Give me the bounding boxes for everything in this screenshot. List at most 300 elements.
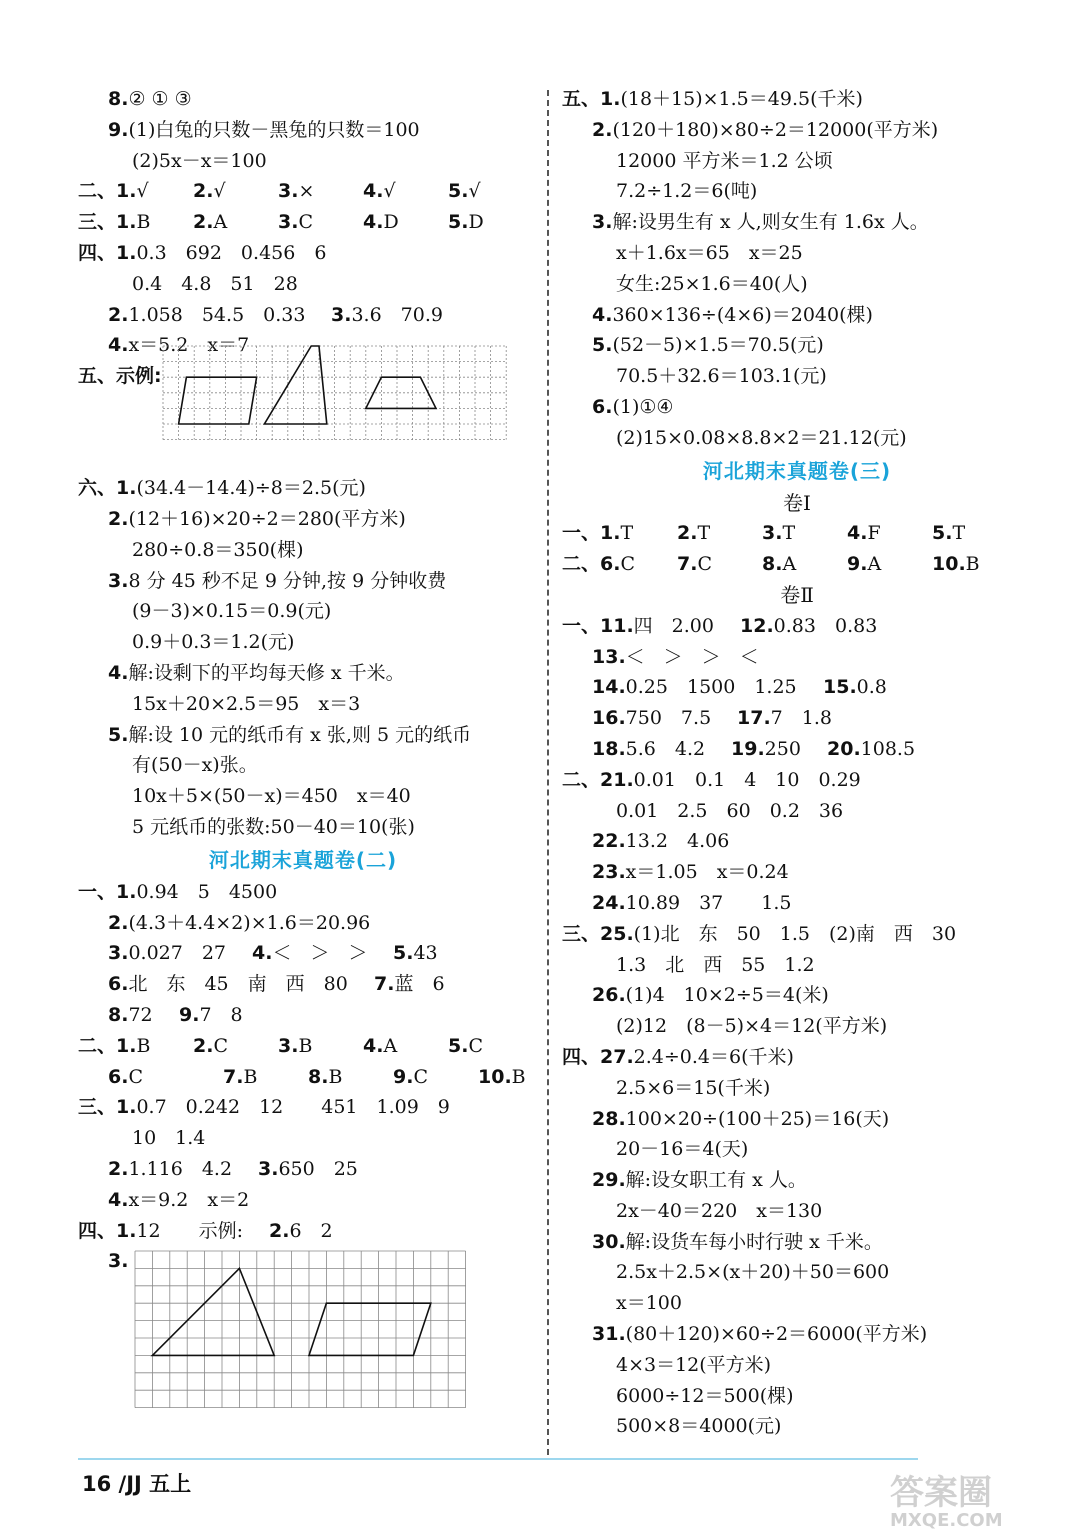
answer-text: T [620, 522, 634, 545]
answer-line [78, 812, 528, 843]
answer-item [252, 938, 367, 969]
answer-item [193, 176, 226, 207]
answer-item [363, 1031, 397, 1062]
answer-text: (12＋16)×20÷2＝280(平方米) [128, 507, 406, 530]
section-heading: 河北期末真题卷(二) [208, 847, 398, 872]
item-number: 8. [308, 1065, 329, 1088]
answer-line [78, 1246, 528, 1416]
answer-text: 4×3＝12(平方米) [616, 1353, 772, 1376]
answer-item [478, 1062, 526, 1093]
answer-text: B [511, 1065, 526, 1088]
answer-line [78, 207, 528, 238]
answer-line [562, 269, 1032, 300]
answer-text: √ [468, 180, 481, 203]
answer-line [78, 176, 528, 207]
item-number: 3. [762, 522, 783, 545]
answer-item [592, 857, 789, 888]
answer-item [592, 980, 829, 1011]
item-number: 2. [108, 303, 129, 326]
answer-item [592, 207, 929, 238]
answer-text: A [383, 1034, 398, 1057]
answer-line [78, 238, 528, 269]
answer-item [132, 596, 331, 627]
answer-item [847, 518, 881, 549]
answer-text: C [413, 1065, 428, 1088]
item-number: 二、6. [562, 553, 621, 576]
answer-text: C [298, 211, 313, 234]
item-number: 29. [592, 1169, 626, 1192]
answer-item [78, 1031, 150, 1062]
answer-item [762, 549, 796, 580]
answer-item [223, 1062, 257, 1093]
drawn-shape [309, 1303, 431, 1355]
answer-item [374, 969, 445, 1000]
answer-text: 12000 平方米＝1.2 公顷 [616, 149, 833, 172]
item-number: 7. [677, 553, 698, 576]
answer-item [278, 176, 314, 207]
answer-item [562, 1042, 794, 1073]
answer-item [132, 781, 411, 812]
answer-text: 10.89 37 1.5 [625, 891, 792, 914]
answer-text: 280÷0.8＝350(棵) [132, 538, 304, 561]
item-number: 24. [592, 891, 626, 914]
answer-line [562, 1134, 1032, 1165]
answer-line [562, 1350, 1032, 1381]
answer-text: 5 元纸币的张数:50－40＝10(张) [132, 815, 415, 838]
answer-text: (34.4－14.4)÷8＝2.5(元) [136, 477, 366, 500]
answer-item [737, 703, 832, 734]
answer-item [331, 300, 443, 331]
answer-text: 650 25 [278, 1157, 358, 1180]
answer-item [592, 330, 824, 361]
answer-item [108, 1185, 249, 1216]
item-number: 8. [762, 553, 783, 576]
answer-line [562, 919, 1032, 950]
answer-item [393, 1062, 428, 1093]
item-number: 六、1. [78, 477, 137, 500]
answer-item [78, 207, 150, 238]
answer-text: 7.2÷1.2＝6(吨) [616, 180, 758, 203]
answer-line [562, 549, 1032, 580]
answer-text: 解:设女职工有 x 人。 [625, 1169, 807, 1192]
answer-item [592, 1319, 927, 1350]
answer-item [616, 269, 808, 300]
answer-text: ② ① ③ [128, 88, 192, 110]
answer-text: 2.5×6＝15(千米) [616, 1076, 771, 1099]
answer-line [78, 504, 528, 535]
item-number: 9. [108, 118, 129, 141]
answer-text: 12 示例: [136, 1219, 244, 1242]
answer-text: 0.01 0.1 4 10 0.29 [633, 768, 861, 791]
answer-text: 108.5 [860, 737, 916, 760]
item-number: 3. [108, 942, 129, 965]
answer-item [932, 549, 980, 580]
item-number: 14. [592, 676, 626, 699]
answer-item [616, 146, 833, 177]
answer-line [78, 689, 528, 720]
item-number: 5. [448, 1034, 469, 1057]
answer-item [827, 734, 915, 765]
answer-line [78, 1092, 528, 1123]
answer-item [132, 146, 267, 177]
answer-text: 0.9＋0.3＝1.2(元) [132, 631, 295, 654]
answer-item [108, 1000, 153, 1031]
item-number: 28. [592, 1107, 626, 1130]
item-number: 2. [108, 507, 129, 530]
answer-line [562, 84, 1032, 115]
answer-text: T [782, 522, 796, 545]
item-number: 20. [827, 737, 861, 760]
answer-line [562, 1196, 1032, 1227]
answer-item [562, 611, 714, 642]
answer-text: 0.01 2.5 60 0.2 36 [616, 799, 844, 822]
item-number: 4. [847, 522, 868, 545]
answer-item [677, 518, 710, 549]
answer-text: 5.6 4.2 [625, 737, 706, 760]
item-number: 30. [592, 1230, 626, 1253]
answer-text: 43 [413, 942, 438, 965]
answer-item [616, 1288, 682, 1319]
answer-line [562, 672, 1032, 703]
answer-item [616, 361, 827, 392]
answer-line [78, 566, 528, 597]
answer-line [562, 1165, 1032, 1196]
answer-text: 2.4÷0.4＝6(千米) [633, 1045, 794, 1068]
answer-text: 1.116 4.2 [128, 1157, 233, 1180]
answer-text: D [383, 211, 399, 234]
answer-text: 10 1.4 [132, 1127, 206, 1150]
answer-line [562, 642, 1032, 673]
answer-line [78, 969, 528, 1000]
answer-line [78, 1031, 528, 1062]
item-number: 6. [108, 1065, 129, 1088]
answer-item [78, 238, 326, 269]
item-number: 16. [592, 707, 626, 730]
answer-item [592, 115, 938, 146]
item-number: 2. [677, 522, 698, 545]
answer-text: (1)①④ [612, 395, 674, 418]
answer-item [823, 672, 887, 703]
item-number: 三、25. [562, 922, 634, 945]
answer-line [562, 1011, 1032, 1042]
answer-text: (2)12 (8－5)×4＝12(平方米) [616, 1015, 888, 1038]
answer-text: 8 分 45 秒不足 9 分钟,按 9 分钟收费 [128, 569, 447, 592]
answer-line [562, 950, 1032, 981]
item-number: 31. [592, 1323, 626, 1346]
item-number: 8. [108, 1003, 129, 1026]
answer-item [132, 689, 360, 720]
item-number: 4. [252, 942, 273, 965]
answer-line [562, 611, 1032, 642]
answer-line [78, 658, 528, 689]
answer-text: 15x＋20×2.5＝95 x＝3 [132, 692, 361, 715]
answer-line [562, 1319, 1032, 1350]
answer-line [562, 888, 1032, 919]
answer-item [592, 1165, 807, 1196]
answer-item [592, 300, 873, 331]
item-number: 二、21. [562, 768, 634, 791]
item-number: 2. [193, 211, 214, 234]
answer-item [616, 1073, 770, 1104]
item-number: 13. [592, 645, 626, 668]
answer-text: (1)白兔的只数－黑兔的只数＝100 [128, 118, 420, 141]
watermark-url: MXQE.COM [890, 1510, 1003, 1530]
item-number: 四、1. [78, 1219, 137, 1242]
answer-text: √ [213, 180, 226, 203]
answer-text: √ [383, 180, 396, 203]
answer-item [616, 1350, 771, 1381]
answer-line [78, 1154, 528, 1185]
item-number: 19. [731, 737, 765, 760]
answer-text: x＝100 [616, 1292, 682, 1315]
answer-text: 7 8 [199, 1003, 243, 1026]
item-number: 2. [269, 1219, 290, 1242]
item-number: 一、11. [562, 614, 634, 637]
answer-item [448, 207, 484, 238]
answer-item [616, 1411, 781, 1442]
answer-text: B [298, 1034, 313, 1057]
item-number: 6. [108, 973, 129, 996]
answer-text: A [213, 211, 228, 234]
answer-item [448, 1031, 483, 1062]
answer-text: 解:设男生有 x 人,则女生有 1.6x 人。 [612, 211, 929, 234]
answer-line [562, 703, 1032, 734]
item-number: 4. [363, 1034, 384, 1057]
item-number: 12. [740, 614, 774, 637]
answer-line [562, 207, 1032, 238]
item-number: 7. [223, 1065, 244, 1088]
answer-text: 1.3 北 西 55 1.2 [616, 953, 815, 976]
answer-line [78, 627, 528, 658]
item-number: 17. [737, 707, 771, 730]
item-number: 一、1. [78, 880, 137, 903]
answer-text: 0.027 27 [128, 942, 227, 965]
item-number: 15. [823, 676, 857, 699]
answer-text: A [867, 553, 882, 576]
answer-text: (2)15×0.08×8.8×2＝21.12(元) [616, 426, 907, 449]
column-divider [547, 90, 549, 1455]
item-number: 五、1. [562, 88, 621, 110]
answer-item [132, 750, 258, 781]
answer-text: 0.8 [856, 676, 887, 699]
answer-line [562, 857, 1032, 888]
answer-text: 解:设剩下的平均每天修 x 千米。 [128, 661, 405, 684]
answer-item [616, 1381, 794, 1412]
answer-line [78, 720, 528, 751]
answer-line [562, 1227, 1032, 1258]
item-number: 三、1. [78, 211, 137, 234]
item-number: 4. [108, 1188, 129, 1211]
answer-text: 0.4 4.8 51 28 [132, 272, 298, 295]
answer-text: 0.83 0.83 [773, 614, 878, 637]
answer-text: 2.5x＋2.5×(x＋20)＋50＝600 [616, 1261, 890, 1284]
answer-line [78, 1216, 528, 1247]
item-number: 5. [592, 334, 613, 357]
answer-item [363, 207, 399, 238]
item-number: 7. [374, 973, 395, 996]
answer-line [78, 361, 528, 473]
item-number: 4. [592, 303, 613, 326]
answer-line [78, 300, 528, 331]
answer-item [108, 115, 420, 146]
item-number: 三、1. [78, 1096, 137, 1119]
answer-line [562, 238, 1032, 269]
item-number: 5. [393, 942, 414, 965]
answer-text: B [243, 1065, 258, 1088]
answer-text: 有(50－x)张。 [132, 754, 258, 777]
answer-line [562, 1381, 1032, 1412]
answer-text: 6 2 [289, 1219, 333, 1242]
answer-text: 3.6 70.9 [351, 303, 443, 326]
item-number: 3. [108, 1250, 129, 1273]
item-number: 3. [108, 569, 129, 592]
item-number: 二、1. [78, 1034, 137, 1057]
answer-text: A [782, 553, 797, 576]
watermark-text: 答案圈 [890, 1473, 992, 1513]
answer-item [592, 672, 797, 703]
answer-text: 四 2.00 [633, 614, 714, 637]
item-number: 一、1. [562, 522, 621, 545]
answer-item [108, 566, 446, 597]
answer-text: 1.058 54.5 0.33 [128, 303, 306, 326]
drawn-shape [264, 346, 326, 424]
answer-item [308, 1062, 342, 1093]
answer-line [78, 473, 528, 504]
answer-item [132, 627, 294, 658]
answer-item [108, 908, 370, 939]
answer-text: 0.25 1500 1.25 [625, 676, 797, 699]
item-number: 4. [108, 661, 129, 684]
footer-line [78, 1458, 918, 1460]
answer-text: 500×8＝4000(元) [616, 1415, 782, 1438]
left-column [78, 84, 528, 1416]
answer-text: x＝1.05 x＝0.24 [625, 861, 789, 884]
item-number: 3. [592, 211, 613, 234]
answer-text: T [952, 522, 966, 545]
answer-text: 7 1.8 [770, 707, 832, 730]
answer-text: (1)4 10×2÷5＝4(米) [625, 984, 829, 1007]
item-number: 18. [592, 737, 626, 760]
answer-line [562, 392, 1032, 423]
answer-text: (2)5x－x＝100 [132, 149, 267, 172]
answer-text: 解:设货车每小时行驶 x 千米。 [625, 1230, 883, 1253]
item-number: 2. [193, 180, 214, 203]
item-number: 3. [258, 1157, 279, 1180]
answer-item [616, 796, 843, 827]
answer-item [562, 518, 633, 549]
answer-item [269, 1216, 333, 1247]
answer-line [562, 765, 1032, 796]
answer-item [108, 1154, 232, 1185]
answer-text: 解:设 10 元的纸币有 x 张,则 5 元的纸币 [128, 723, 472, 746]
answer-line [78, 781, 528, 812]
answer-item [592, 1227, 883, 1258]
answer-line [562, 146, 1032, 177]
answer-text: × [298, 180, 315, 203]
answer-line [78, 877, 528, 908]
answer-text: (18＋15)×1.5＝49.5(千米) [620, 88, 863, 110]
section-heading: 河北期末真题卷(三) [702, 458, 892, 483]
answer-item [616, 1011, 887, 1042]
answer-item [616, 423, 907, 454]
answer-line [78, 269, 528, 300]
answer-item [78, 176, 149, 207]
answer-text: 10x＋5×(50－x)＝450 x＝40 [132, 785, 411, 808]
answer-item [592, 734, 705, 765]
answer-item [108, 938, 226, 969]
answer-text: 6000÷12＝500(棵) [616, 1384, 794, 1407]
answer-line [562, 1257, 1032, 1288]
item-number: 8. [108, 88, 129, 110]
item-number: 4. [363, 180, 384, 203]
answer-text: 250 [764, 737, 801, 760]
answer-line [562, 1411, 1032, 1442]
answer-item [592, 392, 673, 423]
item-number: 4. [108, 334, 129, 357]
answer-line [562, 1288, 1032, 1319]
answer-item [616, 238, 803, 269]
answer-line [78, 84, 528, 115]
answer-text: (4.3＋4.4×2)×1.6＝20.96 [128, 911, 371, 934]
answer-line [562, 734, 1032, 765]
item-number: 9. [393, 1065, 414, 1088]
item-number: 2. [193, 1034, 214, 1057]
item-number: 5. [448, 211, 469, 234]
item-number: 6. [592, 395, 613, 418]
answer-item [78, 1216, 243, 1247]
answer-item [108, 1062, 143, 1093]
answer-text: 360×136÷(4×6)＝2040(棵) [612, 303, 873, 326]
drawn-shape [179, 377, 257, 424]
item-number: 5. [932, 522, 953, 545]
answer-text: 100×20÷(100＋25)＝16(天) [625, 1107, 890, 1130]
answer-line [78, 596, 528, 627]
answer-item [762, 518, 795, 549]
answer-line [78, 146, 528, 177]
answer-line [562, 1104, 1032, 1135]
answer-line [78, 535, 528, 566]
item-number: 四、1. [78, 241, 137, 264]
answer-text: 蓝 6 [394, 973, 445, 996]
sub-heading: 卷Ⅰ [783, 490, 811, 515]
answer-item [616, 176, 757, 207]
item-number: 3. [278, 1034, 299, 1057]
answer-item [562, 549, 635, 580]
drawing-grid-triangle-parallelogram [134, 1250, 467, 1409]
answer-line [562, 423, 1032, 454]
answer-item [740, 611, 877, 642]
answer-text: (80＋120)×60÷2＝6000(平方米) [625, 1323, 928, 1346]
answer-item [592, 1104, 889, 1135]
answer-text: √ [136, 180, 149, 203]
sub-heading: 卷Ⅱ [780, 582, 814, 607]
answer-text: 13.2 4.06 [625, 830, 730, 853]
answer-line [562, 1073, 1032, 1104]
answer-text: 2x－40＝220 x＝130 [616, 1199, 823, 1222]
answer-item [278, 1031, 312, 1062]
answer-item [108, 720, 471, 751]
answer-item [562, 919, 956, 950]
item-number: 5. [448, 180, 469, 203]
item-number: 四、27. [562, 1045, 634, 1068]
answer-text: C [128, 1065, 143, 1088]
answer-line [78, 908, 528, 939]
answer-item [592, 826, 729, 857]
answer-item [677, 549, 712, 580]
answer-text: ＜ ＞ ＞ ＜ [625, 645, 759, 668]
answer-item [78, 473, 366, 504]
answer-line [562, 1042, 1032, 1073]
